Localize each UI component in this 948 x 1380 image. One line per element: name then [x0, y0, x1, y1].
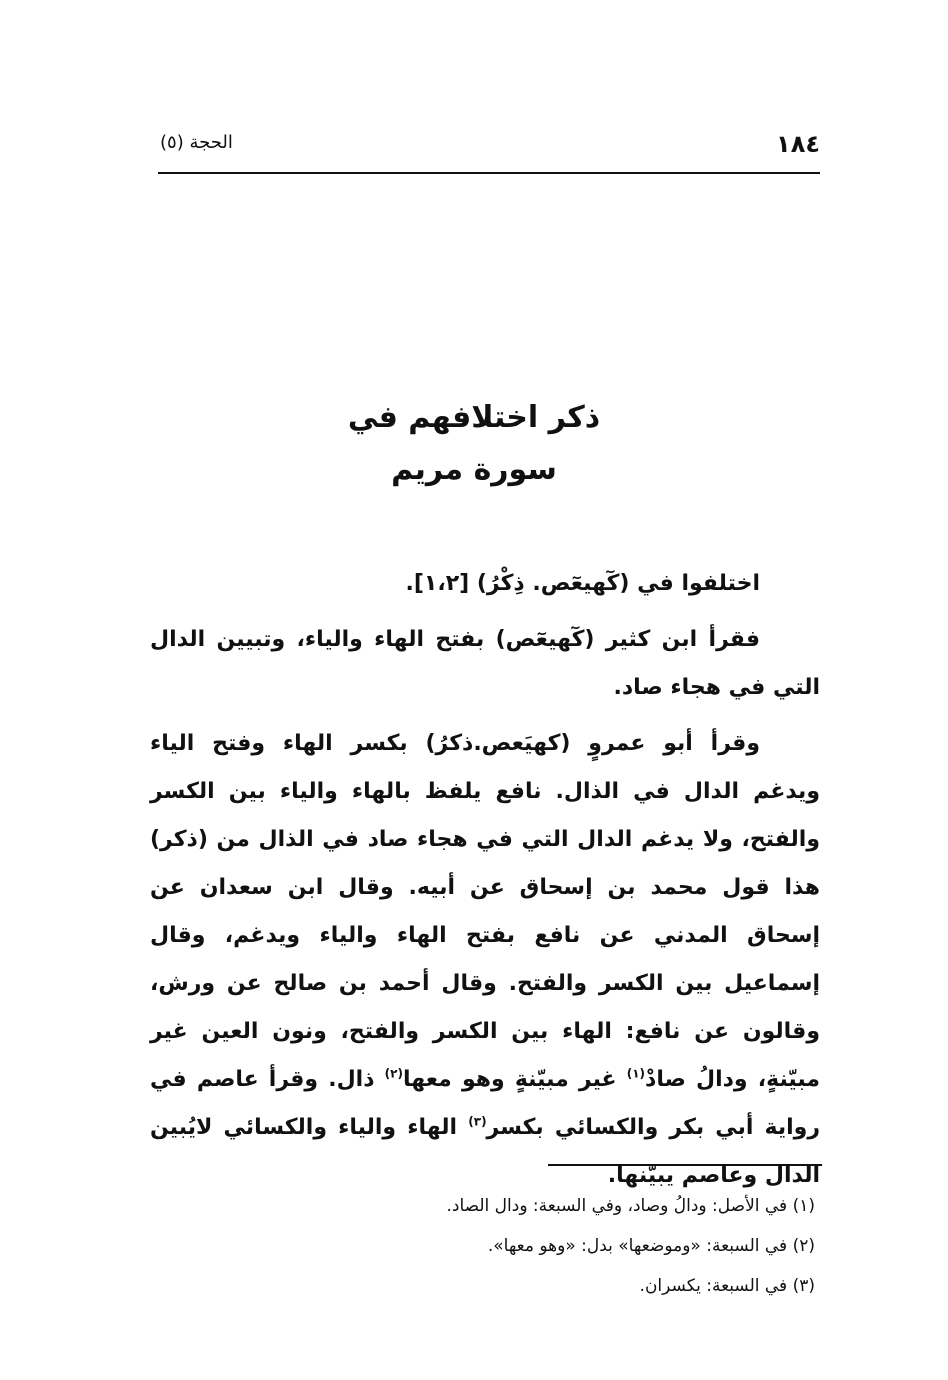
footnote-ref-1: (١)	[626, 1066, 646, 1081]
running-title: الحجة (٥)	[160, 132, 233, 153]
paragraph-1: اختلفوا في (كٓهيعٓص. ذِكْرُ) [١،٢].	[405, 571, 760, 596]
footnote-3: (٣) في السبعة: يكسران.	[639, 1276, 815, 1296]
paragraph-3-part-c: ذال. وقرأ عاصم في رواية أبي بكر والكسائي بكسر	[150, 1067, 820, 1140]
paragraph-3-part-d: الهاء والياء والكسائي لايُبين الدال وعاصم يبيّنها.	[150, 1115, 820, 1188]
paragraph-3	[150, 720, 820, 1200]
chapter-title	[0, 392, 948, 496]
paragraph-3-part-a: وقرأ أبو عمروٍ (كهيَعص.ذكرُ) بكسر الهاء وفتح الياء ويدغم الدال في الذال. نافع يلفظ بالهاء والياء بين الكسر والفتح، ولا يدغم الدال التي في هجاء صاد في الذال من (ذكر) هذا قول محمد بن إسحاق عن أبيه. وقال ابن سعدان عن إسحاق المدني عن نافع بفتح الهاء والياء ويدغم، وقال إسماعيل بين الكسر والفتح. وقال أحمد بن صالح عن ورش، وقالون عن نافع: الهاء بين الكسر والفتح، ونون العين غير مبيّنةٍ، ودالُ صادْ	[150, 731, 821, 1092]
page-number: ١٨٤	[776, 130, 820, 158]
footnote-divider	[548, 1164, 822, 1166]
footnote-ref-2: (٢)	[384, 1066, 403, 1081]
footnotes	[300, 1186, 815, 1306]
paragraph-3-part-b: غير مبيّنةٍ وهو معها	[402, 1067, 627, 1092]
main-text	[150, 560, 820, 1208]
footnote-1: (١) في الأصل: ودالُ وصاد، وفي السبعة: ودال الصاد.	[446, 1196, 815, 1216]
footnote-2: (٢) في السبعة: «وموضعها» بدل: «وهو معها».	[487, 1236, 815, 1256]
chapter-title-line-2: سورة مريم	[391, 452, 557, 487]
chapter-title-line-1: ذكر اختلافهم في	[347, 400, 601, 435]
footnote-ref-3: (٣)	[468, 1114, 487, 1129]
page-header	[158, 128, 820, 174]
paragraph-2: فقرأ ابن كثير (كٓهيعٓص) بفتح الهاء والياء، وتبيين الدال التي في هجاء صاد.	[150, 627, 820, 700]
